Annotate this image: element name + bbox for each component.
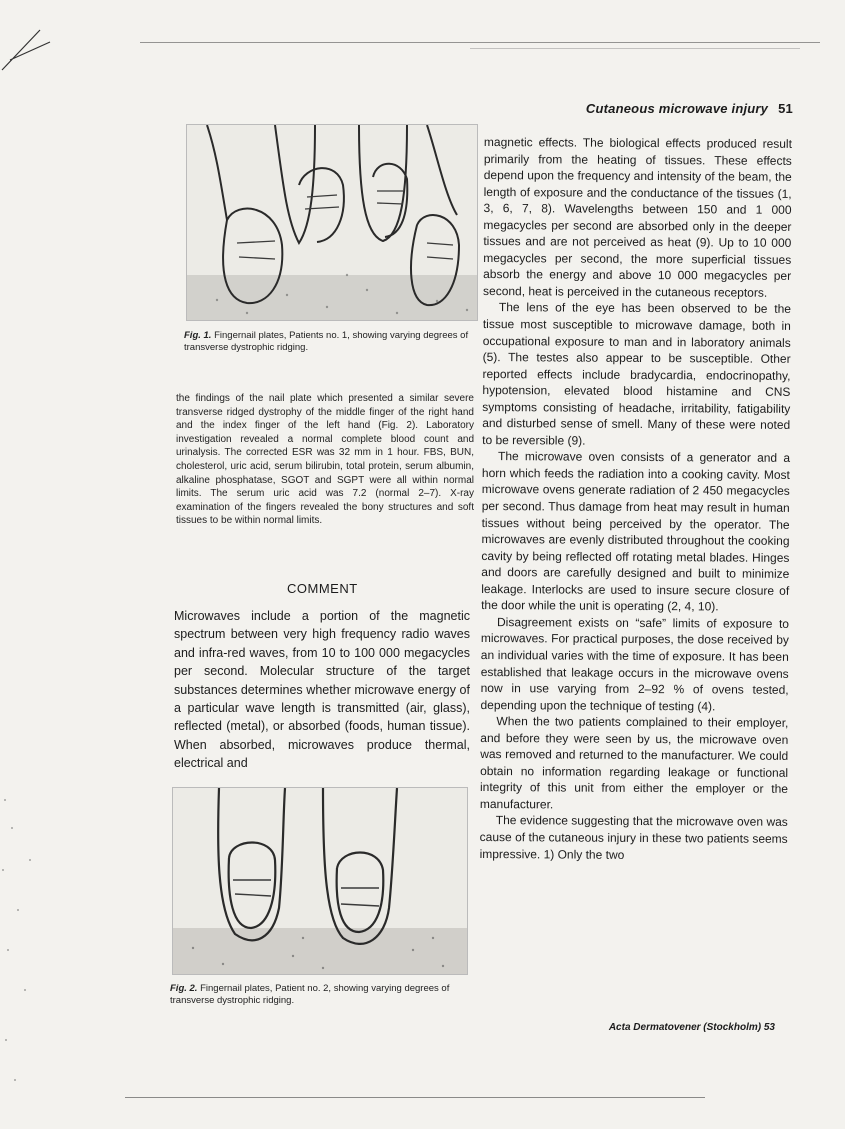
figure-1-caption [184, 330, 484, 354]
figure-1-label: Fig. 1. [184, 330, 212, 341]
running-head [586, 101, 793, 116]
section-heading: COMMENT [287, 581, 358, 596]
journal-footer: Acta Dermatovener (Stockholm) 53 [608, 1022, 775, 1033]
paragraph: The evidence suggesting that the microwave oven was cause of the cutaneous injury in these two patients seems impressive. 1) Only the two [479, 813, 788, 862]
case-report-paragraph: the findings of the nail plate which presented a similar severe transverse ridged dystrophy of the middle finger of the right hand and the index finger of the left hand (Fig. 2). Laboratory investigation revealed a normal complete blood count and urinalysis. The corrected ESR was 32 mm in 1 hour. FBS, BUN, cholesterol, uric acid, serum bilirubin, total protein, serum albumin, alkaline phosphatase, SGOT and SGPT were all within normal limits. The serum uric acid was 7.2 (normal 2–7). X-ray examination of the fingers revealed the bony structures and soft tissues to be within normal limits. [176, 393, 474, 527]
scan-edge-noise [0, 780, 40, 1120]
running-head-title: Cutaneous microwave injury [585, 101, 769, 116]
scan-artifact-line [140, 42, 820, 43]
figure-2-caption-text: Fingernail plates, Patient no. 2, showing varying degrees of transverse dystrophic ridging. [170, 983, 450, 1006]
paragraph: Disagreement exists on “safe” limits of exposure to microwaves. For practical purposes, the dose received by an individual varies with the time of exposure. It has been established that leakage occurs in the microwave ovens now in use varying from 2–92 % of ovens tested, depending upon the technique of testing (4). [480, 614, 790, 714]
right-column [480, 134, 792, 864]
comment-paragraph: Microwaves include a portion of the magnetic spectrum between very high frequency radio waves and infra-red waves, from 10 to 100 000 megacycles per second. Molecular structure of the target substances determines whether microwave energy of a particular wave length is transmitted (air, glass), reflected (metal), or absorbed (foods, human tissue). When absorbed, microwaves produce thermal, electrical and [174, 609, 470, 771]
figure-1-image [186, 124, 478, 321]
figure-2-caption [170, 983, 470, 1007]
scan-corner-mark [0, 20, 60, 80]
paragraph: The microwave oven consists of a generator and a horn which feeds the radiation into a cooking cavity. Most microwave ovens generate radiation of 2 450 megacycles per second. Thus damage from heat may result in human tissues without being perceived by the operator. The microwaves are evenly distributed throughout the cooking cavity by being reflected off rotating metal blades. Hinges and doors are carefully designed and built to minimize leakage. Interlocks are used to insure secure closure of the door while the unit is operating (2, 4, 10). [481, 449, 791, 614]
figure-2-image [172, 787, 468, 975]
figure-1-caption-text: Fingernail plates, Patients no. 1, showing varying degrees of transverse dystrophic ridging. [184, 330, 469, 353]
page-number: 51 [778, 101, 793, 116]
paragraph: The lens of the eye has been observed to be the tissue most susceptible to microwave damage, both in occupational exposure to man and in laboratory animals (5). The testes also appear to be susceptible. Other reported effects include bradycardia, endocrinopathy, hypotension, elevated blood histamine and CNS symptoms consisting of headache, irritability, fatigability and disturbed sense of smell. Many of these were noted to be reversible (9). [482, 300, 791, 448]
scan-artifact-line [125, 1097, 705, 1098]
paragraph: magnetic effects. The biological effects produced result primarily from the heating of tissues. These effects depend upon the frequency and intensity of the beam, the length of exposure and the conductance of the tissues (1, 3, 6, 7, 8). Wavelengths between 150 and 1 000 megacycles per second are absorbed only in the deeper tissues and are not perceived as heat (9). Up to 10 000 megacycles per second, the more superficial tissues absorb the energy and above 10 000 megacycles per second, heat is perceived in the cutaneous receptors. [482, 134, 792, 300]
figure-2-label: Fig. 2. [170, 983, 198, 994]
scan-artifact-line [470, 48, 800, 49]
paragraph: When the two patients complained to their employer, and before they were seen by us, the microwave oven was removed and returned to the manufacturer. We could obtain no information regarding leakage or functional integrity of this unit from either the employer or the manufacturer. [479, 714, 789, 812]
